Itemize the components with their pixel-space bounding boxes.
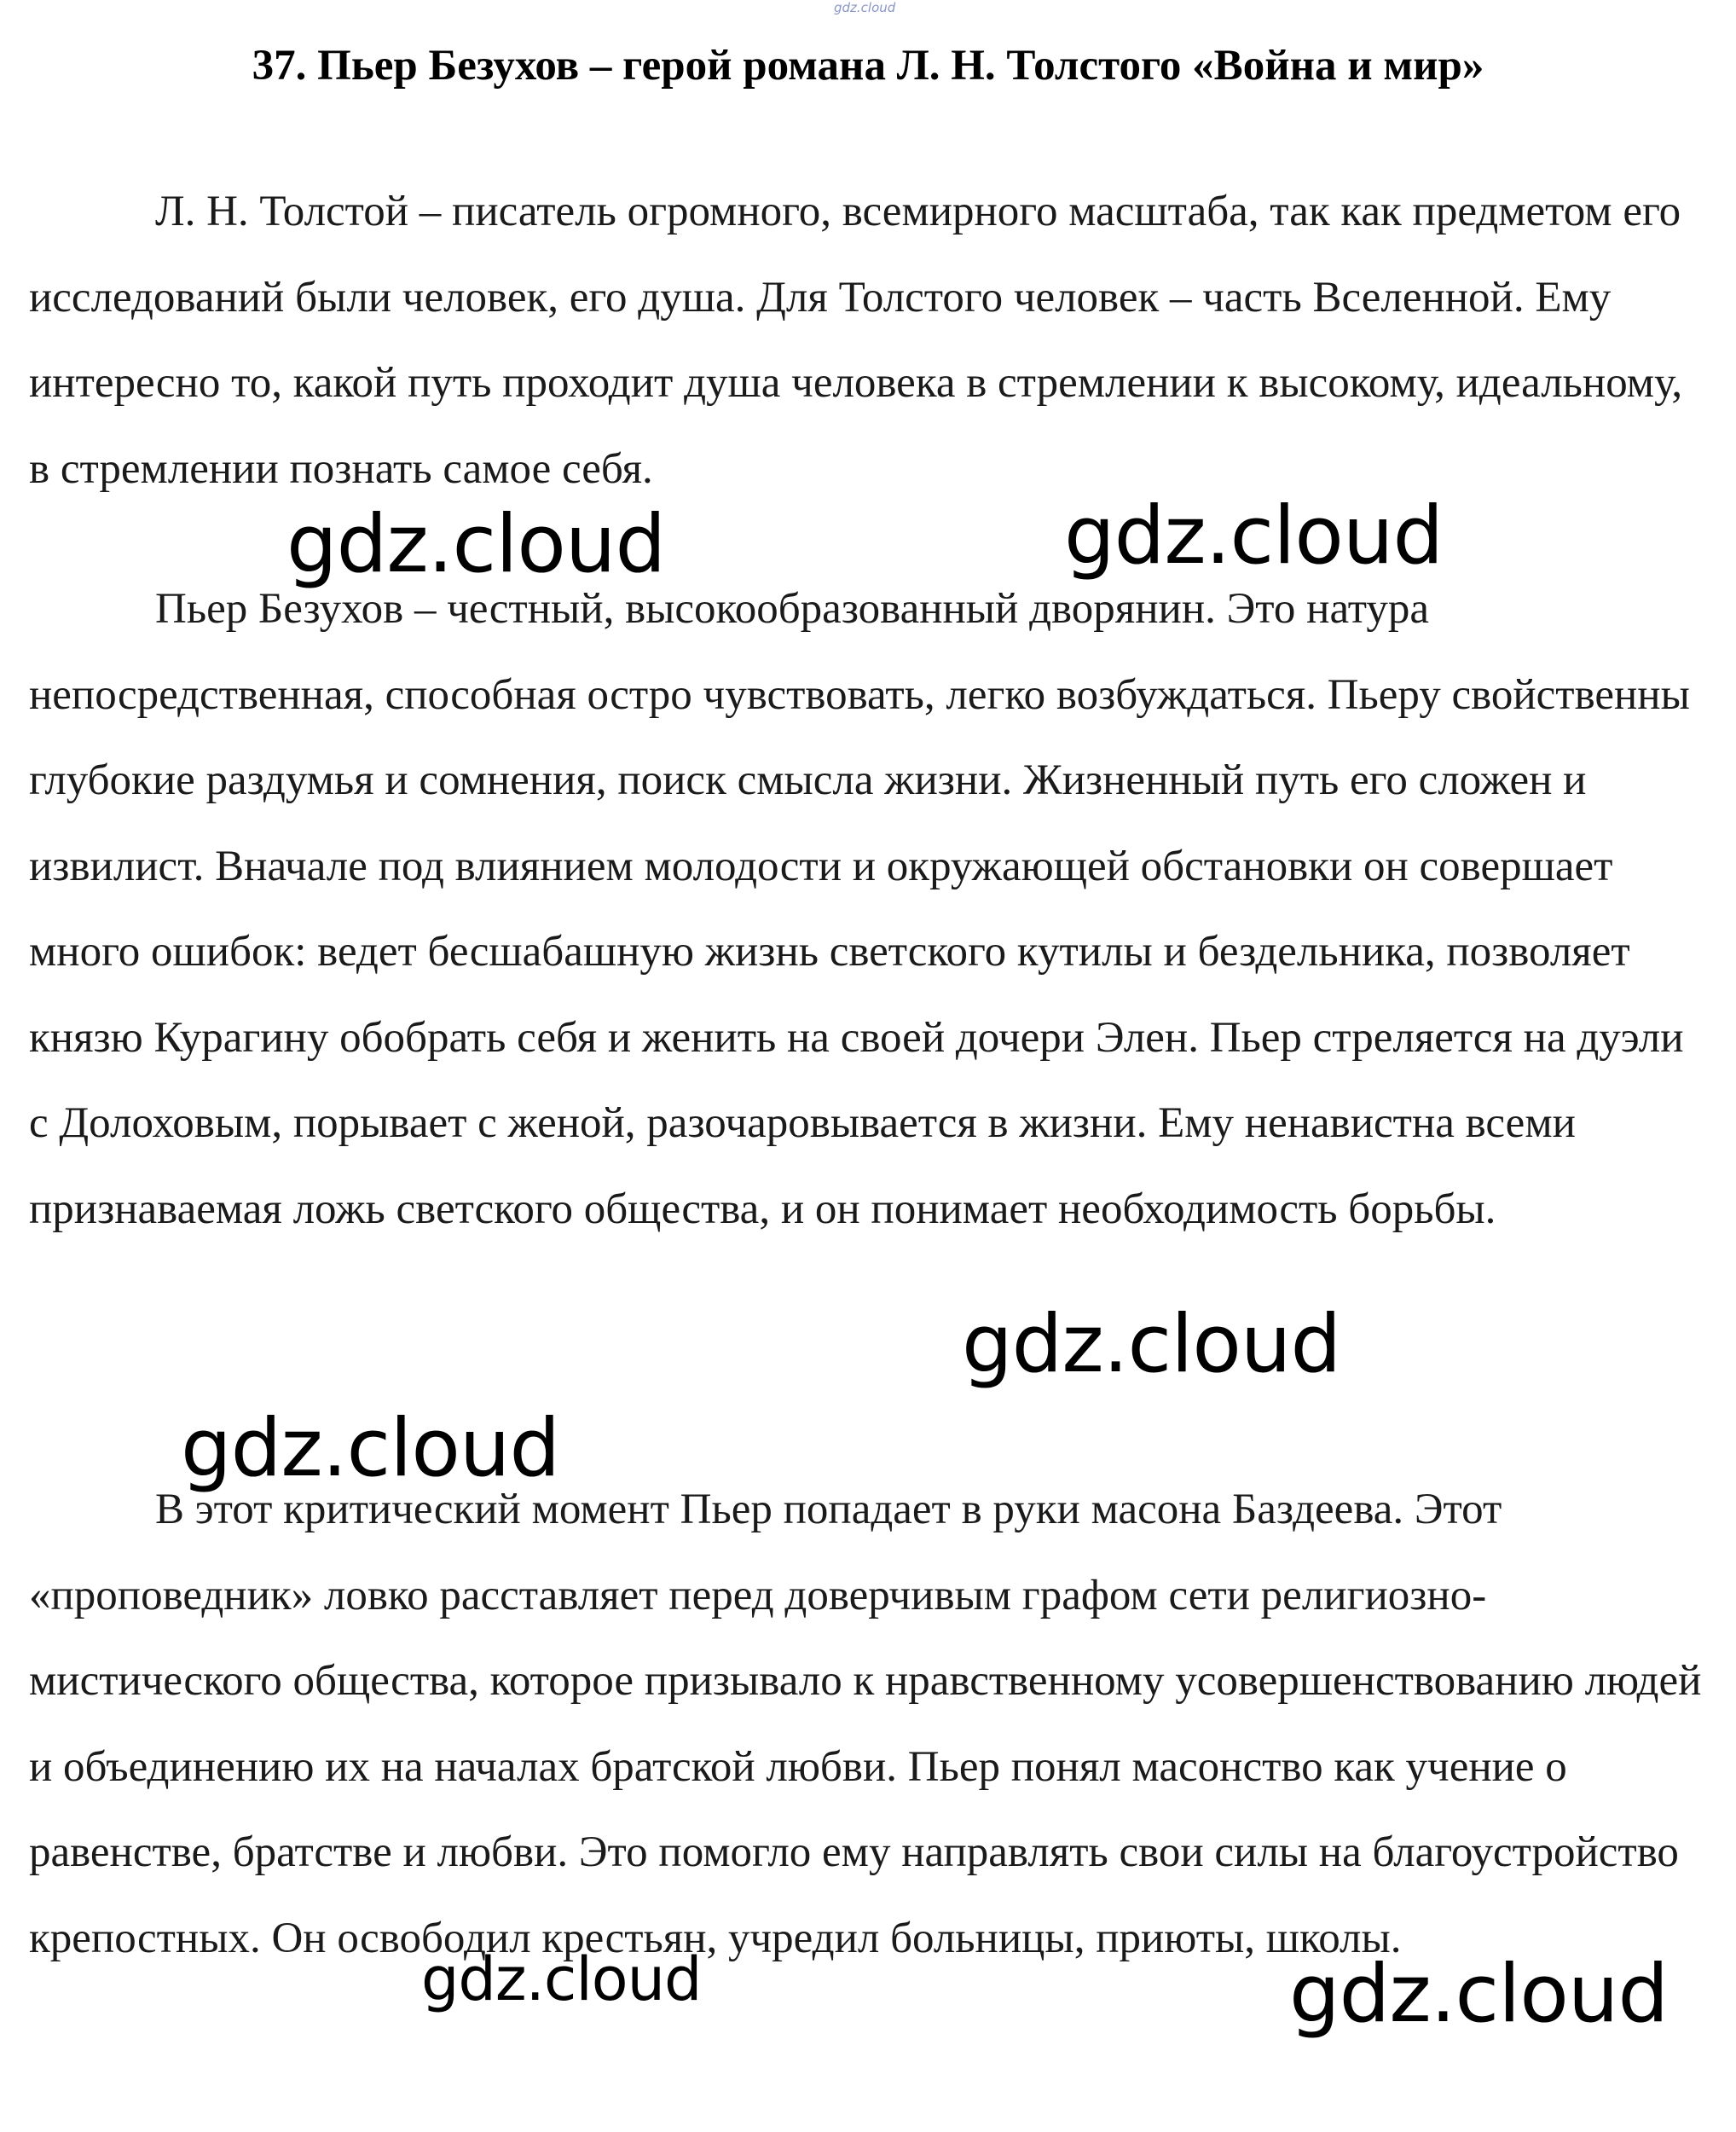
- watermark: gdz.cloud: [962, 1298, 1341, 1391]
- watermark: gdz.cloud: [421, 1944, 702, 2014]
- top-watermark: gdz.cloud: [834, 0, 896, 15]
- watermark: gdz.cloud: [286, 498, 666, 591]
- watermark: gdz.cloud: [1289, 1948, 1669, 2041]
- document-title: 37. Пьер Безухов – герой романа Л. Н. Толстого «Война и мир»: [252, 42, 1484, 90]
- paragraph-3: В этот критический момент Пьер попадает в руки масона Баздеева. Этот «проповедник» ловко расставляет перед доверчивым графом сети религиозно-мистического общества, которое призывало к нравственному усовершенствованию людей и объединению их на началах братской любви. Пьер понял масонство как учение о равенстве, братстве и любви. Это помогло ему направлять свои силы на благоустройство крепостных. Он освободил крестьян, учредил больницы, приюты, школы.: [29, 1486, 1702, 1962]
- watermark: gdz.cloud: [181, 1402, 560, 1495]
- paragraph-2: Пьер Безухов – честный, высокообразованный дворянин. Это натура непосредственная, способная остро чувствовать, легко возбуждаться. Пьеру свойственны глубокие раздумья и сомнения, поиск смысла жизни. Жизненный путь его сложен и извилист. Вначале под влиянием молодости и окружающей обстановки он совершает много ошибок: ведет бесшабашную жизнь светского кутилы и бездельника, позволяет князю Курагину обобрать себя и женить на своей дочери Элен. Пьер стреляется на дуэли с Долоховым, порывает с женой, разочаровывается в жизни. Ему ненавистна всеми признаваемая ложь светского общества, и он понимает необходимость борьбы.: [29, 585, 1690, 1233]
- watermark: gdz.cloud: [1064, 490, 1444, 582]
- paragraph-1: Л. Н. Толстой – писатель огромного, всемирного масштаба, так как предметом его исследований были человек, его душа. Для Толстого человек – часть Вселенной. Ему интересно то, какой путь проходит душа человека в стремлении к высокому, идеальному, в стремлении познать самое себя.: [29, 188, 1683, 493]
